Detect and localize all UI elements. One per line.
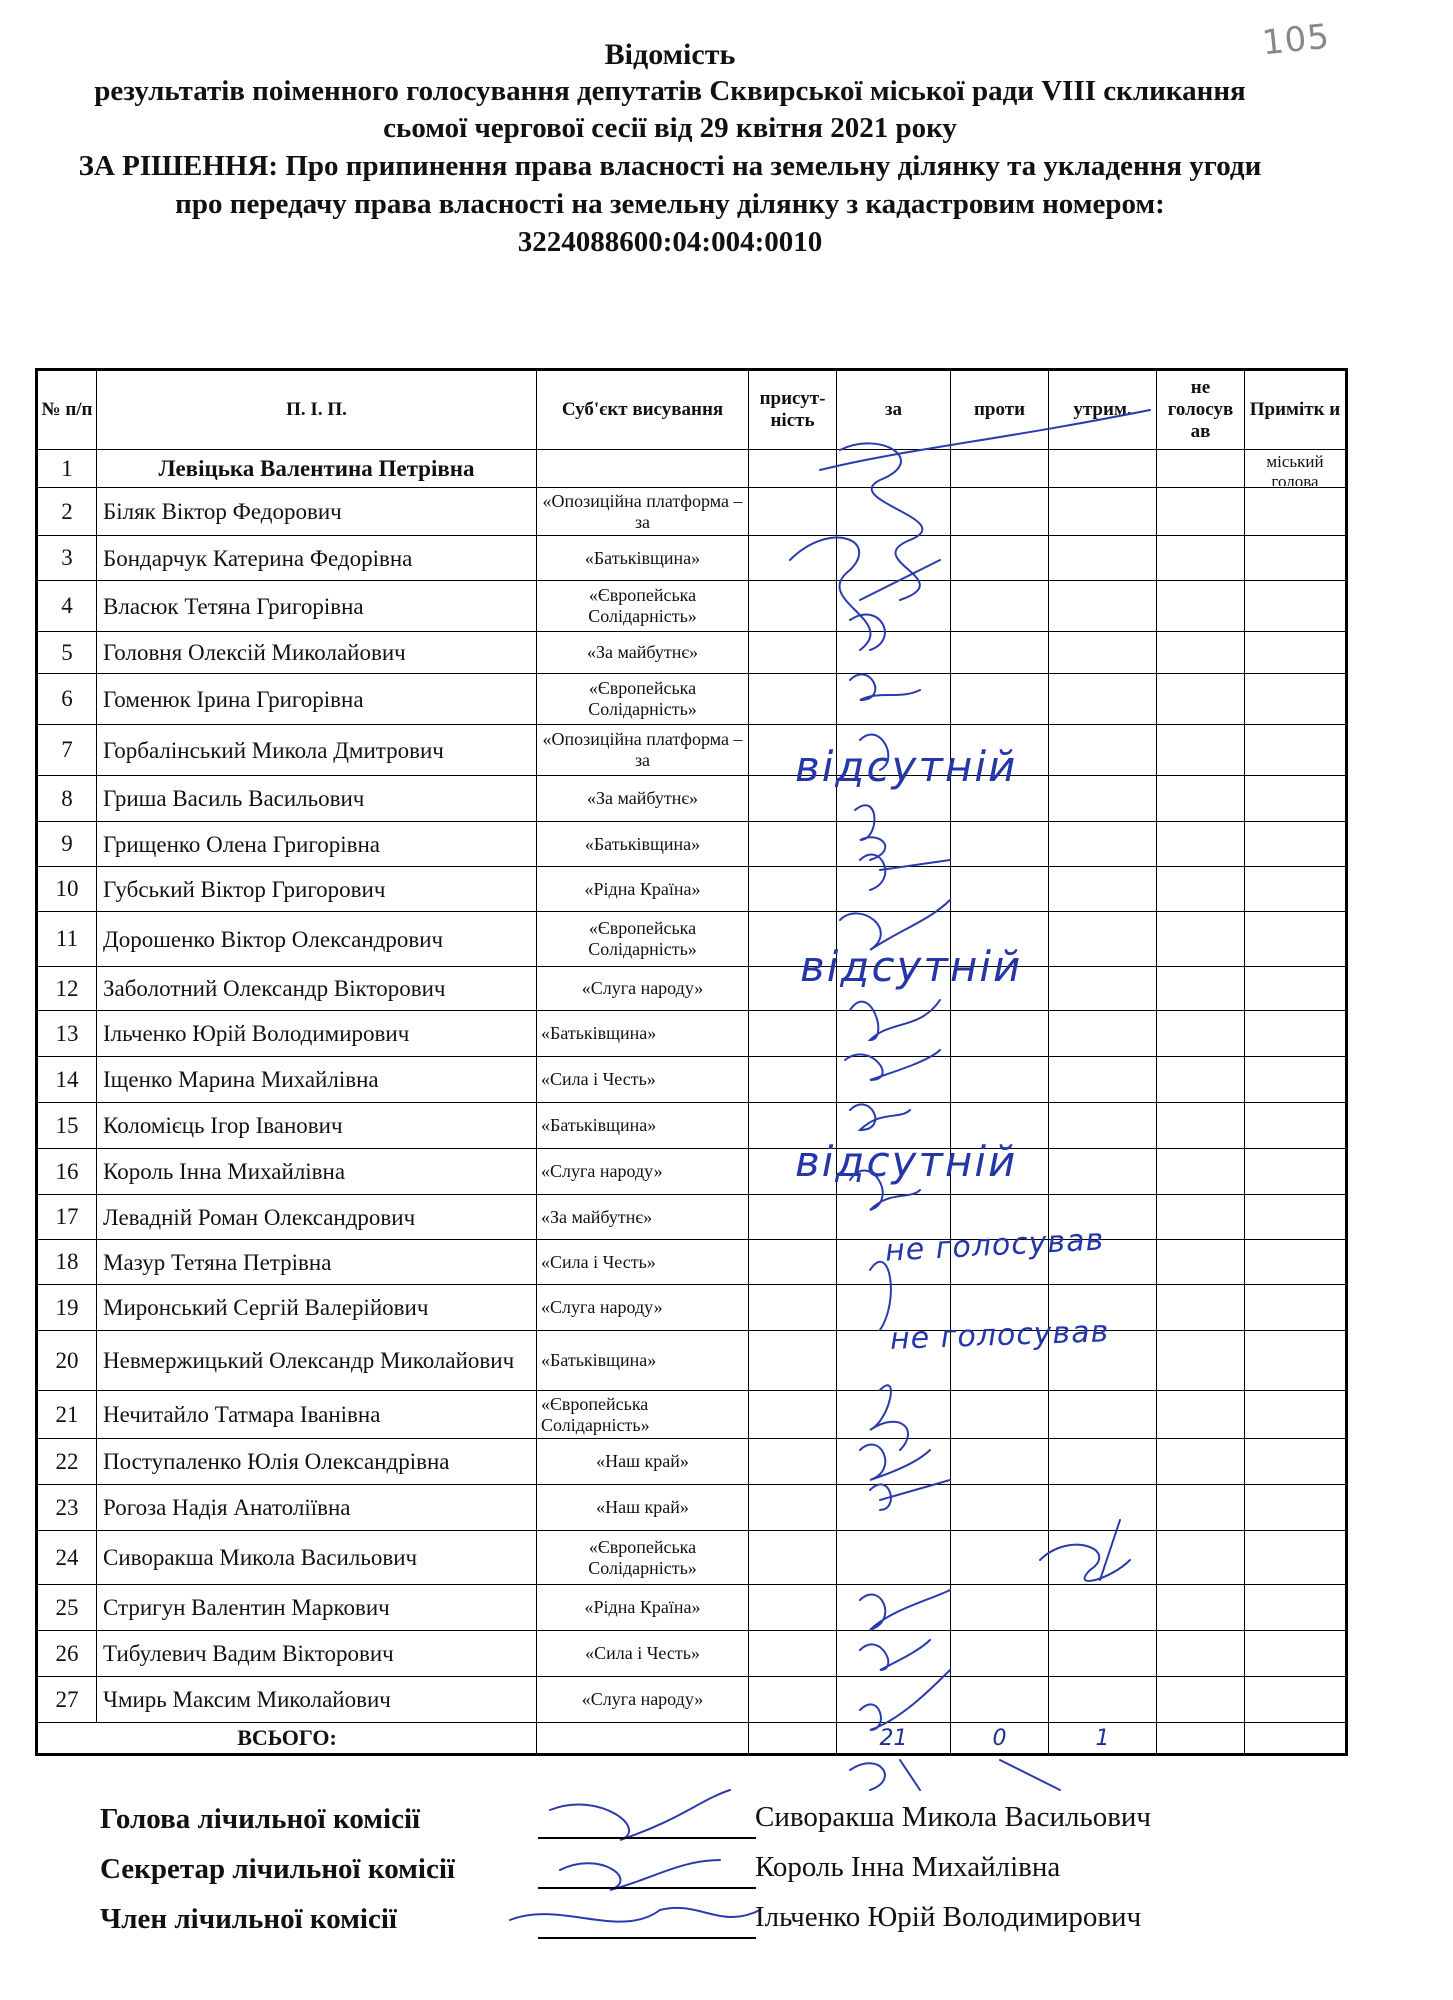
page-number: 105 (1260, 16, 1332, 64)
deputy-name-text: Ільченко Юрій Володимирович (103, 1021, 410, 1046)
deputy-number-text: 18 (55, 1249, 79, 1274)
handwritten-absent-11: відсутній (800, 942, 1023, 991)
nominating-party-text: «Наш край» (596, 1497, 689, 1517)
deputy-number-text: 6 (61, 686, 73, 711)
deputy-number-text: 11 (55, 926, 79, 951)
deputy-name-text: Король Інна Михайлівна (103, 1159, 346, 1184)
deputy-number-text: 10 (55, 876, 79, 901)
nominating-party-text: «Батьківщина» (541, 1115, 657, 1135)
deputy-number-text: 4 (61, 593, 73, 618)
col-for-header: за (837, 370, 951, 450)
nominating-party-text: «Сила і Честь» (541, 1069, 656, 1089)
nominating-party-text: «Наш край» (596, 1451, 689, 1471)
nominating-party-text: «Слуга народу» (581, 1689, 704, 1709)
commission-member-name: Король Інна Михайлівна (755, 1851, 1061, 1883)
deputy-number-text: 13 (55, 1020, 79, 1046)
deputy-number-text: 3 (61, 545, 73, 570)
deputy-number-text: 1 (61, 455, 73, 481)
col-subject-header: Суб'єкт висування (537, 370, 749, 450)
deputy-name-text: Дорошенко Віктор Олександрович (103, 926, 444, 952)
nominating-party-text: «Опозиційна платформа – за (542, 729, 743, 770)
handwritten-absent-15: відсутній (795, 1137, 1018, 1186)
deputy-name-text: Левадній Роман Олександрович (103, 1204, 416, 1230)
deputy-number-text: 21 (55, 1401, 79, 1427)
deputy-name-text: Миронський Сергій Валерійович (103, 1295, 429, 1320)
nominating-party-text: «Сила і Честь» (541, 1251, 656, 1272)
deputy-name-text: Власюк Тетяна Григорівна (103, 593, 364, 619)
header-line-5: про передачу права власності на земельну ділянку з кадастровим номером: (175, 188, 1165, 220)
signature-line (538, 1937, 756, 1939)
nominating-party-text: «За майбутнє» (586, 642, 699, 662)
handwritten-absent-7: відсутній (795, 742, 1018, 791)
deputy-number-text: 9 (61, 831, 73, 856)
deputy-number-text: 15 (55, 1112, 79, 1138)
total-abstain: 1 (1049, 1723, 1157, 1755)
deputy-name-text: Головня Олексій Миколайович (103, 640, 406, 665)
deputy-name-text: Нечитайло Татмара Іванівна (103, 1402, 381, 1427)
deputy-number-text: 20 (55, 1347, 79, 1373)
cadastral-number: 3224088600:04:004:0010 (517, 226, 823, 258)
commission-member-name: Сиворакша Микола Васильович (755, 1801, 1152, 1833)
counting-commission (100, 1797, 1400, 1947)
deputy-name-text: Іщенко Марина Михайлівна (103, 1067, 379, 1092)
nominating-party-text: «Батьківщина» (541, 1023, 657, 1043)
deputy-number-text: 5 (61, 639, 73, 665)
nominating-party-text: «Опозиційна платформа – за (542, 490, 743, 532)
col-against-header: проти (951, 370, 1049, 450)
deputy-name-text: Стригун Валентин Маркович (103, 1595, 390, 1620)
deputy-name-text: Гриша Василь Васильович (103, 786, 365, 811)
commission-role: Член лічильної комісії (100, 1903, 397, 1935)
deputy-number-text: 8 (61, 785, 73, 811)
deputy-number-text: 22 (55, 1448, 79, 1474)
deputy-name-text: Тибулевич Вадим Вікторович (103, 1641, 394, 1666)
nominating-party-text: «Слуга народу» (581, 978, 704, 998)
col-num-header: № п/п (37, 370, 97, 450)
nominating-party-text: «Європейська Солідарність» (588, 585, 697, 626)
deputy-name-text: Губський Віктор Григорович (103, 876, 386, 902)
nominating-party-text: «Слуга народу» (541, 1161, 663, 1181)
nominating-party-text: «Батьківщина» (541, 1350, 657, 1370)
signature-line (538, 1887, 756, 1889)
deputy-name-text: Мазур Тетяна Петрівна (103, 1249, 332, 1275)
deputy-number-text: 23 (55, 1494, 79, 1520)
deputy-number-text: 12 (55, 975, 79, 1001)
deputy-name-text: Невмержицький Олександр Миколайович (103, 1348, 515, 1373)
deputy-name-text: Левіцька Валентина Петрівна (158, 456, 475, 481)
deputy-number-text: 14 (55, 1066, 79, 1092)
deputy-name-text: Сиворакша Микола Васильович (103, 1545, 418, 1570)
signature-line (538, 1837, 756, 1839)
nominating-party-text: «Рідна Країна» (584, 1597, 701, 1617)
total-for: 21 (837, 1723, 951, 1755)
commission-member-name: Ільченко Юрій Володимирович (755, 1901, 1142, 1933)
deputy-name-text: Гоменюк Ірина Григорівна (103, 686, 364, 712)
deputy-number-text: 19 (55, 1294, 79, 1320)
nominating-party-text: «Слуга народу» (541, 1297, 663, 1317)
deputy-number-text: 27 (55, 1686, 79, 1712)
deputy-name-text: Рогоза Надія Анатоліївна (103, 1495, 351, 1520)
deputy-number-text: 7 (61, 737, 73, 762)
col-present-header: присут-ність (749, 370, 837, 450)
col-not-voted-header: не голосув ав (1157, 370, 1245, 450)
commission-row (100, 1847, 1400, 1897)
total-label: ВСЬОГО: (37, 1723, 537, 1755)
commission-role: Голова лічильної комісії (100, 1803, 421, 1835)
deputy-name-text: Грищенко Олена Григорівна (103, 831, 380, 857)
nominating-party-text: «Сила і Честь» (585, 1643, 700, 1663)
deputy-name-text: Коломієць Ігор Іванович (103, 1113, 343, 1138)
deputy-number-text: 25 (55, 1594, 79, 1620)
nominating-party-text: «Рідна Країна» (584, 878, 701, 899)
deputy-name-text: Поступаленко Юлія Олександрівна (103, 1449, 450, 1474)
deputy-number-text: 2 (61, 498, 73, 524)
total-against: 0 (951, 1723, 1049, 1755)
header-line-2: результатів поіменного голосування депутатів Сквирської міської ради VIII скликання (94, 75, 1246, 107)
nominating-party-text: «Європейська Солідарність» (588, 678, 697, 719)
nominating-party-text: «Європейська Солідарність» (588, 1536, 697, 1578)
header-line-4: ЗА РІШЕННЯ: Про припинення права власності на земельну ділянку та укладення угоди (78, 150, 1262, 182)
deputy-name-text: Горбалінський Микола Дмитрович (103, 737, 444, 763)
commission-role: Секретар лічильної комісії (100, 1853, 455, 1885)
nominating-party-text: «За майбутнє» (541, 1206, 653, 1227)
col-name-header: П. І. П. (97, 370, 537, 450)
deputy-name-text: Чмирь Максим Миколайович (103, 1687, 391, 1712)
deputy-name-text: Бондарчук Катерина Федорівна (103, 545, 413, 571)
col-note-header: Примітк и (1245, 370, 1347, 450)
commission-row (100, 1797, 1400, 1847)
deputy-number-text: 24 (55, 1544, 79, 1570)
deputy-number-text: 26 (55, 1640, 79, 1666)
deputy-number-text: 16 (55, 1158, 79, 1184)
nominating-party-text: «Європейська Солідарність» (588, 918, 697, 959)
commission-row (100, 1897, 1400, 1947)
deputy-name-text: Біляк Віктор Федорович (103, 499, 342, 524)
deputy-name-text: Заболотний Олександр Вікторович (103, 976, 446, 1001)
header-line-3: сьомої чергової сесії від 29 квітня 2021 року (383, 112, 957, 144)
nominating-party-text: «Європейська Солідарність» (541, 1393, 650, 1435)
nominating-party-text: «За майбутнє» (586, 788, 699, 808)
note-cell-text: міський голова (1266, 451, 1324, 486)
col-abstain-header: утрим. (1049, 370, 1157, 450)
handwritten-not-voted-19: не голосував (889, 1314, 1110, 1357)
document-title: Відомість (604, 38, 736, 71)
nominating-party-text: «Батьківщина» (584, 833, 701, 854)
deputy-number-text: 17 (55, 1204, 79, 1229)
nominating-party-text: «Батьківщина» (584, 547, 701, 568)
handwritten-not-voted-17: не голосував (884, 1222, 1106, 1269)
